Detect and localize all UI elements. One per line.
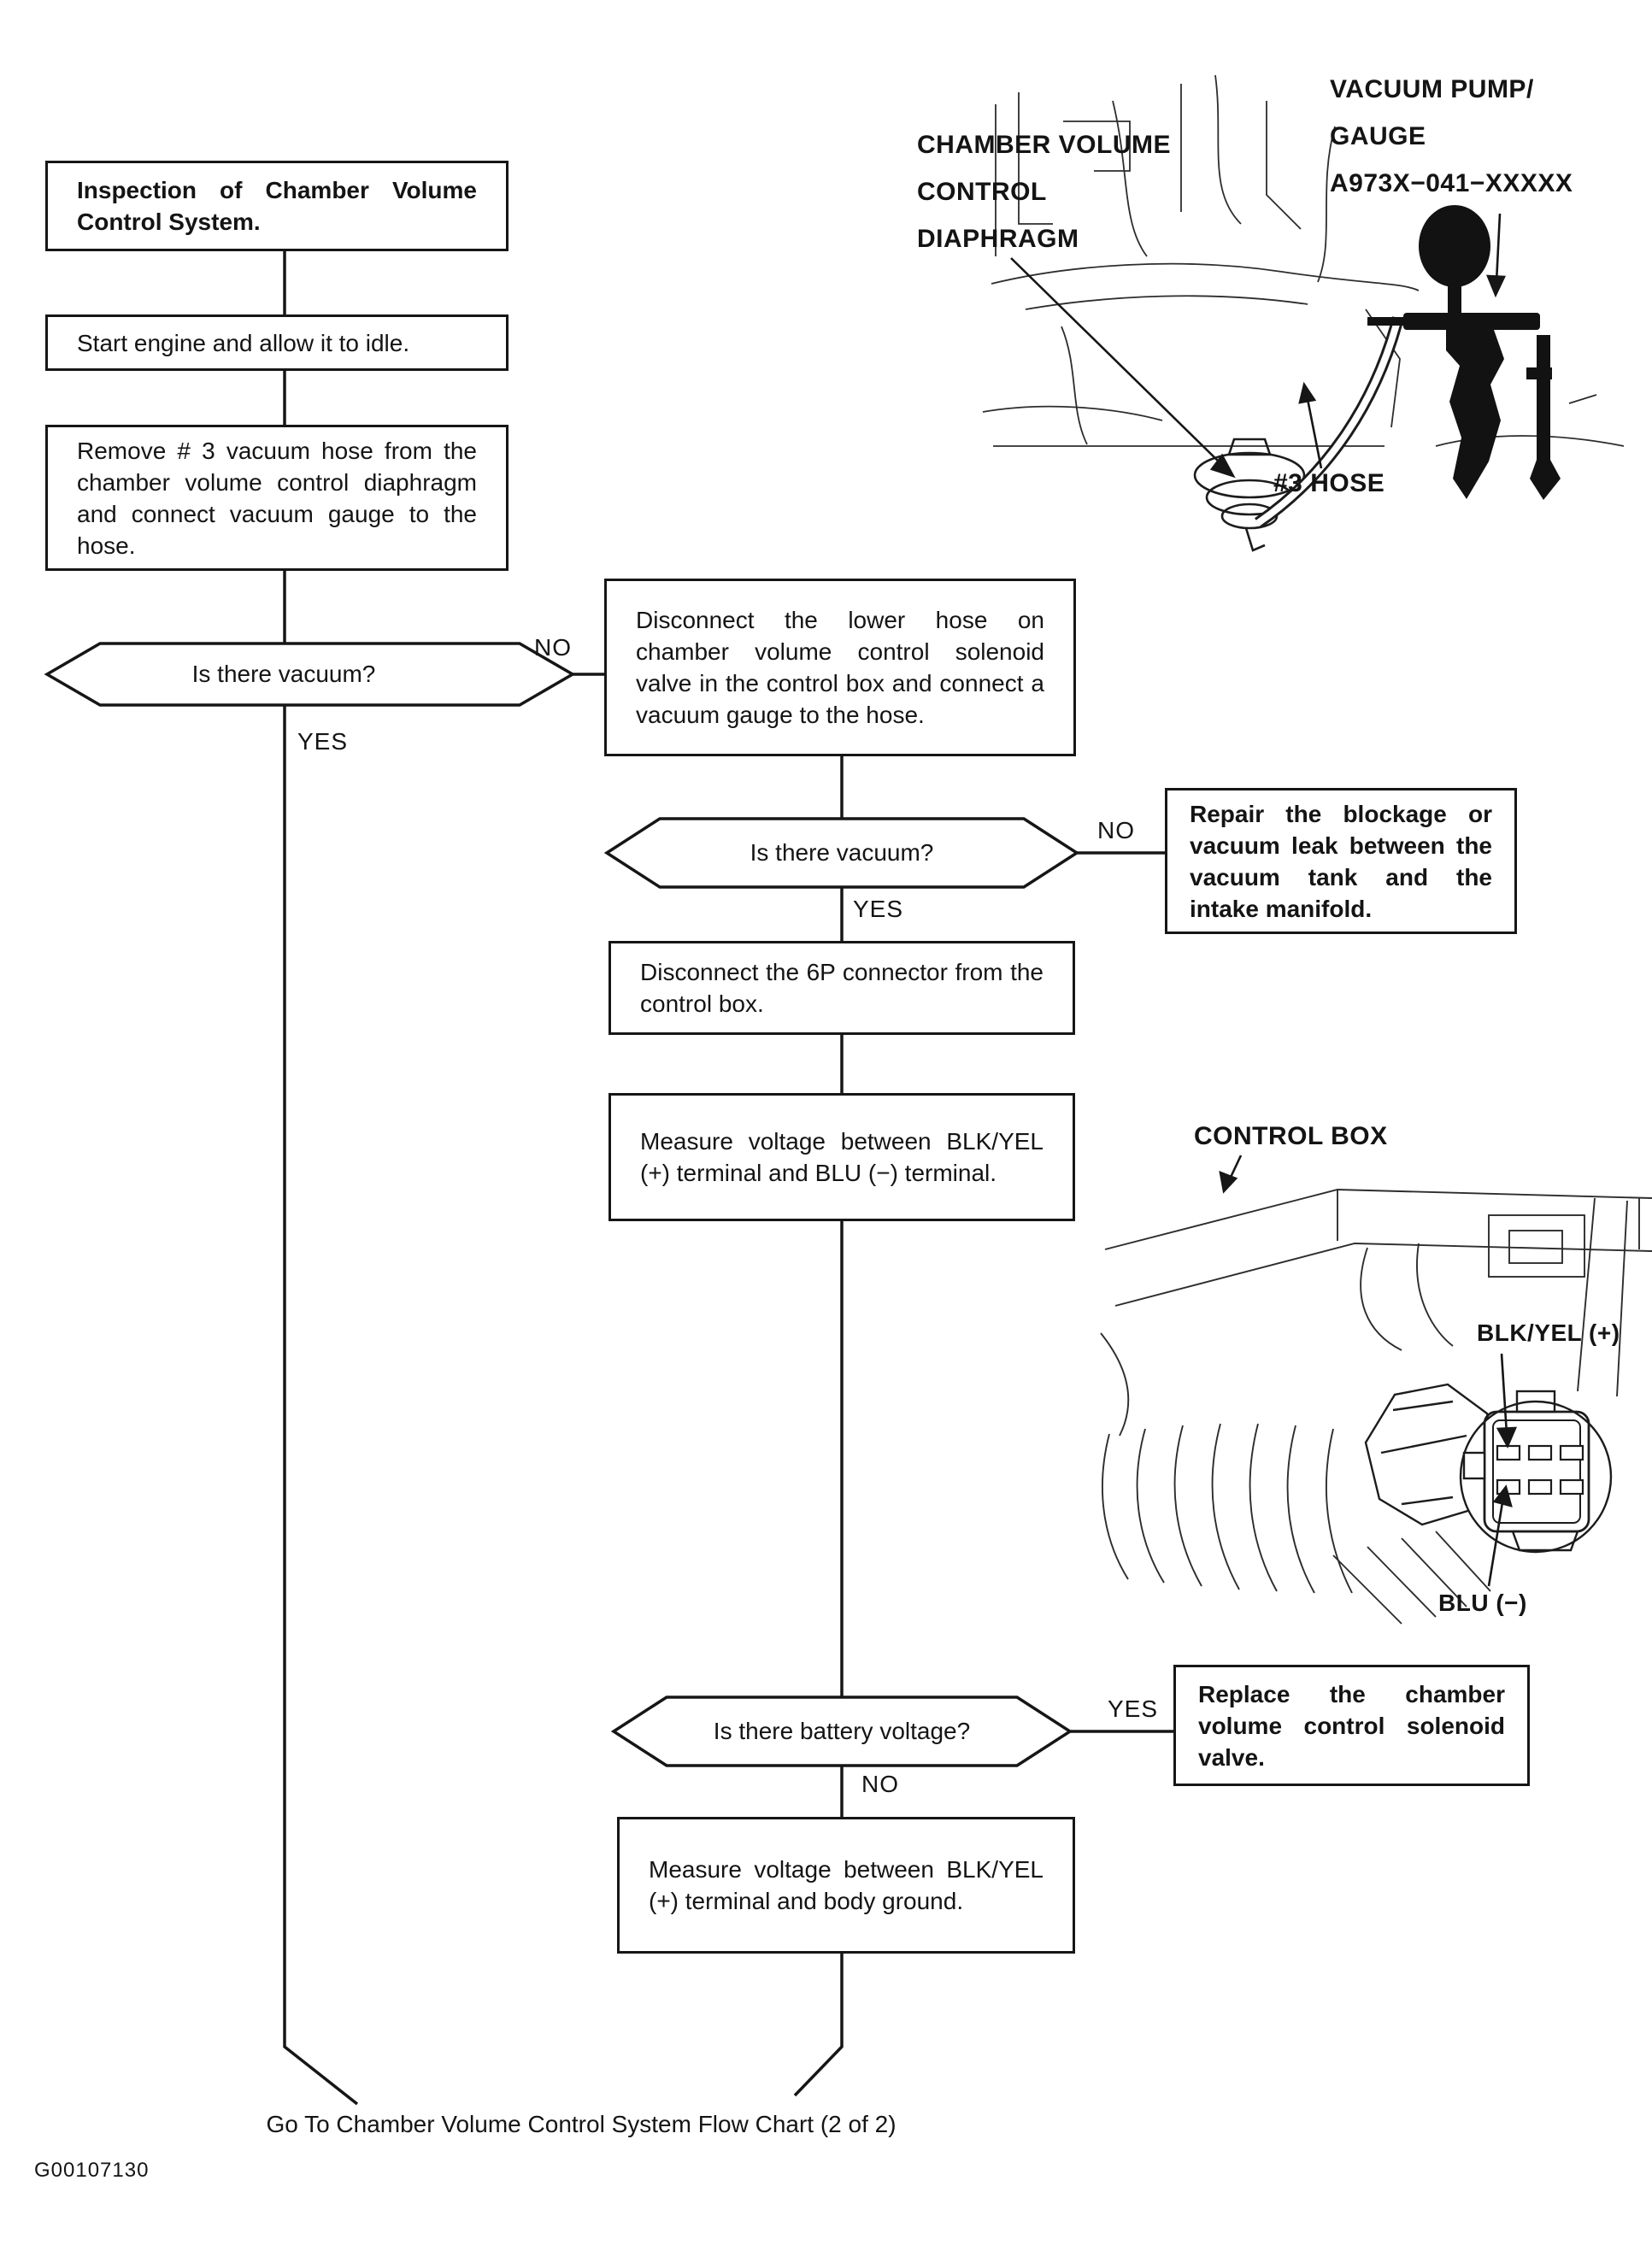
branch-label-battery-yes: YES xyxy=(1108,1696,1159,1722)
pump-label-line3: A973X−041−XXXXX xyxy=(1330,169,1573,197)
decision-vacuum-2: Is there vacuum? xyxy=(750,839,934,866)
pump-label-line2: GAUGE xyxy=(1330,122,1426,150)
flow-box-remove-hose xyxy=(45,425,509,571)
control-box-illustration xyxy=(1101,1155,1652,1624)
footer-continuation-note: Go To Chamber Volume Control System Flow Chart (2 of 2) xyxy=(266,2111,897,2137)
flow-box-disconnect-lower-hose xyxy=(604,579,1076,756)
diaphragm-label-line2: CONTROL xyxy=(917,178,1047,206)
flow-box-title-text: Inspection of Chamber Volume Control System. xyxy=(77,177,477,235)
flow-box-repair-blockage xyxy=(1165,788,1517,934)
flow-box-disconnect-6p xyxy=(608,941,1075,1035)
flow-box-disconnect-6p-text: Disconnect the 6P connector from the control box. xyxy=(640,959,1044,1017)
flow-box-start-engine-text: Start engine and allow it to idle. xyxy=(77,329,410,356)
flow-box-replace-valve xyxy=(1173,1665,1530,1786)
branch-label-vacuum-2-yes: YES xyxy=(853,896,904,922)
flow-box-start-engine xyxy=(45,314,509,371)
flow-box-measure-terminals xyxy=(608,1093,1075,1221)
control-box-label: CONTROL BOX xyxy=(1194,1122,1388,1150)
figure-code: G00107130 xyxy=(34,2159,150,2182)
connector-leader-arrows xyxy=(1220,1155,1515,1586)
flow-box-disconnect-lower-hose-text: Disconnect the lower hose on chamber volume control solenoid valve in the control box and connect a vacuum gauge to the hose. xyxy=(636,607,1044,728)
branch-label-vacuum-1-yes: YES xyxy=(297,728,349,755)
flow-box-title xyxy=(45,161,509,251)
positive-terminal-label: BLK/YEL (+) xyxy=(1477,1319,1620,1346)
branch-label-vacuum-2-no: NO xyxy=(1097,817,1135,843)
hose-label: #3 HOSE xyxy=(1273,469,1385,497)
negative-terminal-label: BLU (−) xyxy=(1438,1590,1527,1616)
flow-box-remove-hose-text: Remove # 3 vacuum hose from the chamber volume control diaphragm and connect vacuum gauge to the hose. xyxy=(77,437,477,559)
flow-box-measure-body-ground-text: Measure voltage between BLK/YEL (+) terminal and body ground. xyxy=(649,1856,1044,1914)
decision-battery-voltage: Is there battery voltage? xyxy=(713,1718,971,1744)
flow-box-measure-terminals-text: Measure voltage between BLK/YEL (+) terminal and BLU (−) terminal. xyxy=(640,1128,1044,1186)
diaphragm-label-line1: CHAMBER VOLUME xyxy=(917,131,1171,159)
connector-detail-sketch xyxy=(1461,1391,1611,1552)
diaphragm-label-line3: DIAPHRAGM xyxy=(917,225,1079,253)
pump-label-line1: VACUUM PUMP/ xyxy=(1330,75,1534,103)
branch-label-vacuum-1-no: NO xyxy=(534,634,572,661)
flow-box-replace-valve-text: Replace the chamber volume control solenoid valve. xyxy=(1198,1680,1505,1771)
decision-vacuum-1: Is there vacuum? xyxy=(191,661,376,687)
flow-box-repair-blockage-text: Repair the blockage or vacuum leak between the vacuum tank and the intake manifold. xyxy=(1190,800,1492,922)
branch-label-battery-no: NO xyxy=(861,1771,899,1797)
flow-box-measure-body-ground xyxy=(617,1817,1075,1954)
